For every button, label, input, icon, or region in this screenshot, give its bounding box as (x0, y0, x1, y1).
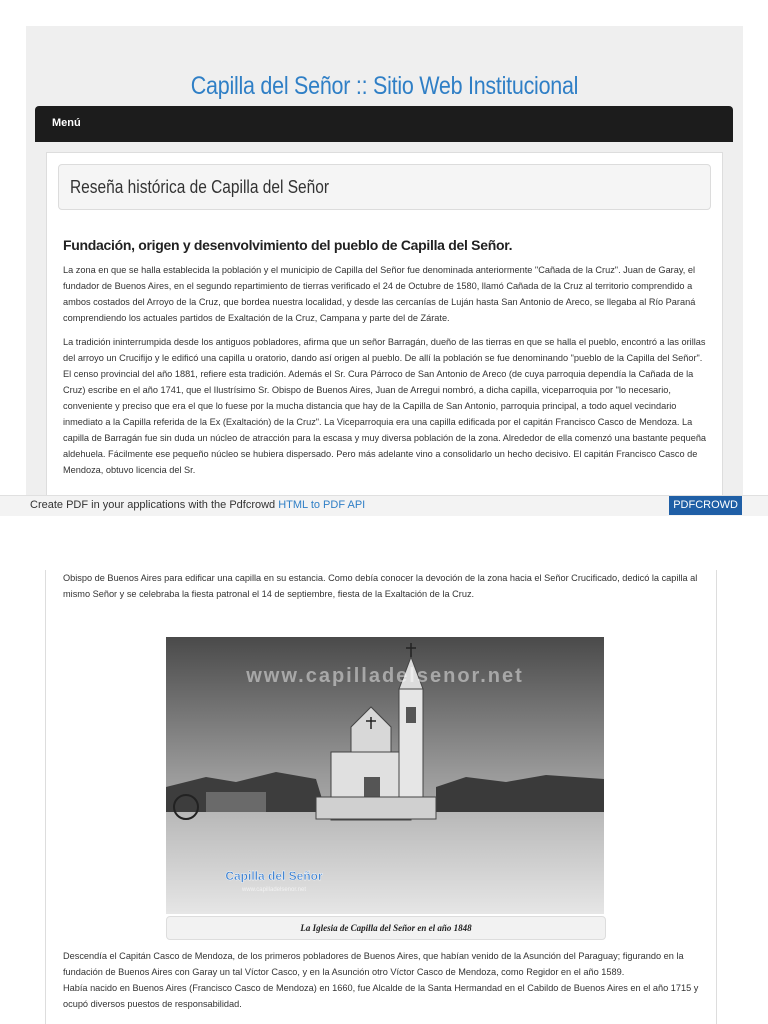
paragraph (63, 948, 707, 1012)
paragraph-part: Descendía el Capitán Casco de Mendoza, de los primeros pobladores de Buenos Aires, que habían venido de la Asunción del Paraguay; figurando en la fundación de Buenos Aires con Garay un tal Víctor Casco, y en la Asunción otro Víctor Casco de Mendoza, como Regidor en el año 1589. (63, 951, 684, 977)
panel-heading (58, 164, 711, 210)
pdfcrowd-logo[interactable]: PDFCROWD (669, 496, 742, 515)
menu-button[interactable]: Menú (52, 117, 81, 129)
pdfcrowd-footer (0, 495, 768, 516)
paragraph: Obispo de Buenos Aires para edificar una capilla en su estancia. Como debía conocer la devoción de la zona hacia el Señor Crucificado, dedicó la capilla al mismo Señor y se celebraba la fiesta patronal el 14 de septiembre, fiesta de la Exaltación de la Cruz. (63, 573, 698, 599)
article-heading: Fundación, origen y desenvolvimiento del pueblo de Capilla del Señor. (63, 237, 513, 253)
paragraph-part: Había nacido en Buenos Aires (Francisco Casco de Mendoza) en 1660, fue Alcalde de la Santa Hermandad en el Cabildo de Buenos Aires en el año 1715 y ocupó diversos puestos de responsabilidad. (63, 983, 699, 1009)
pdfcrowd-link[interactable]: HTML to PDF API (278, 499, 366, 511)
paragraph: La zona en que se halla establecida la población y el municipio de Capilla del Señor fue denominada anteriormente "Cañada de la Cruz". Juan de Garay, el fundador de Buenos Aires, en el segundo repartimiento de tierras verificado el 24 de Octubre de 1580, llamó Cañada de la Cruz al territorio comprendido a ambos costados del Arroyo de la Cruz, que bordea nuestra localidad, y desde las cercanías de Luján hasta San Antonio de Areco, se llegaba al Río Paraná comprendiendo los actuales partidos de Exaltación de la Cruz, Campana y parte del de Zárate. (63, 265, 696, 323)
pdfcrowd-label: Create PDF in your applications with the Pdfcrowd (30, 499, 279, 511)
site-title[interactable]: Capilla del Señor :: Sitio Web Institucional (190, 72, 579, 100)
paragraph: La tradición ininterrumpida desde los antiguos pobladores, afirma que un señor Barragán, dueño de las tierras en que se halla el pueblo, encontró a las orillas del arroyo un Crucifijo y le edificó una capilla u oratorio, dando así origen al pueblo. De allí la población se fue denominando "pueblo de la Capilla del Señor". El censo provincial del año 1881, refiere esta tradición. Además el Sr. Cura Párroco de San Antonio de Areco (de cuya parroquia dependía la Cañada de la Cruz) escribe en el año 1741, que el Ilustrísimo Sr. Obispo de Buenos Aires, Juan de Arregui nombró, a dicha capilla, viceparroquia por "lo necesario, conveniente y preciso que era el que lo fuese por la mucha distancia que hay de la Capilla de San Antonio, parroquia principal, a todo aquel vecindario inmediato a la Capilla referida de la Ex (Exaltación) de la Cruz". La Viceparroquia era una capilla edificada por el capitán Francisco Casco de Mendoza. La capilla de Barragán fue sin duda un núcleo de atracción para la escasa y muy diversa población de la zona. Alrededor de ella comenzó una bastante pequeña aldehuela. Fácilmente ese pequeño núcleo se hubiera dispersado. Pero más adelante vino a consolidarlo un hecho decisivo. El capitán Francisco Casco de Mendoza, obtuvo licencia del Sr. (63, 337, 707, 475)
content-area (46, 152, 723, 495)
pdfcrowd-text (30, 499, 365, 511)
page-sheet-bottom (45, 570, 717, 1024)
church-illustration (166, 637, 604, 914)
page-sheet-top (26, 26, 743, 495)
watermark-top: www.capilladelsenor.net (246, 665, 524, 687)
navbar (35, 106, 733, 142)
page-title: Reseña histórica de Capilla del Señor (70, 177, 330, 197)
watermark-logo-url: www.capilladelsenor.net (241, 887, 307, 893)
image-caption: La Iglesia de Capilla del Señor en el año 1848 (166, 916, 606, 940)
church-photo (166, 637, 604, 914)
watermark-logo: Capilla del Señor (225, 869, 323, 883)
